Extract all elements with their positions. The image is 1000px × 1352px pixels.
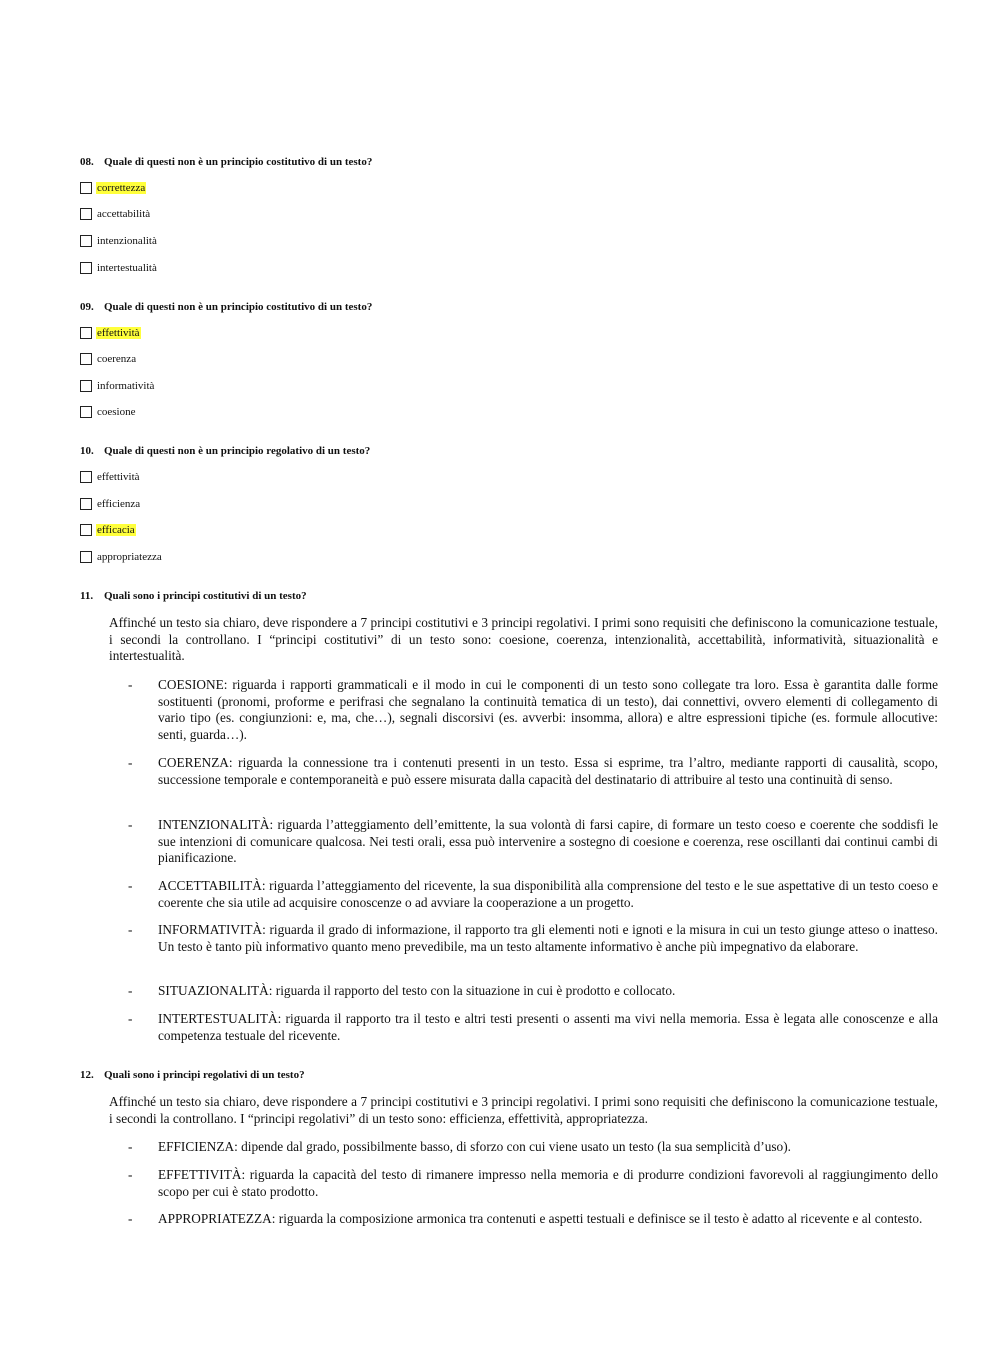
option-label: efficienza <box>97 498 141 510</box>
bullet-coesione: COESIONE: riguarda i rapporti grammaticali e il modo in cui le componenti di un testo sono collegate tra loro. Essa è garantita dalle forme sostituenti (pronomi, proforme e perifrasi che segnalano la continuità tematica di un testo), dai connettivi, ovvero elementi di collegamento di vario tipo (es. congiunzioni: e, ma, che…), segnali discorsivi (es. avverbi: insomma, allora) e altre espressioni tipiche (es. formule allocutive: senti, guarda…). <box>158 677 938 742</box>
question-09-title: 09. Quale di questi non è un principio costitutivo di un testo? <box>80 301 373 313</box>
option-label: correttezza <box>97 182 146 194</box>
option-label: effettività <box>97 327 140 339</box>
bullet-marker: - <box>128 1139 133 1154</box>
question-10-title: 10. Quale di questi non è un principio regolativo di un testo? <box>80 445 371 457</box>
checkbox[interactable] <box>80 498 92 510</box>
bullet-marker: - <box>128 1011 133 1026</box>
bullet-marker: - <box>128 755 133 770</box>
checkbox[interactable] <box>80 353 92 365</box>
option-label: informatività <box>97 380 155 392</box>
checkbox[interactable] <box>80 471 92 483</box>
option-label: effettività <box>97 471 140 483</box>
option-label: coesione <box>97 406 136 418</box>
question-08-option-4[interactable] <box>80 260 158 276</box>
checkbox[interactable] <box>80 327 92 339</box>
bullet-coerenza: COERENZA: riguarda la connessione tra i contenuti presenti in un testo. Essa si esprime, tra l’altro, mediante rapporti di causalità, scopo, successione temporale e contemporaneità e può essere misurata dalla capacità del destinatario di attribuire al testo una continuità di senso. <box>158 755 938 787</box>
question-12-title: 12. Quali sono i principi regolativi di un testo? <box>80 1069 305 1081</box>
question-10-option-1[interactable] <box>80 469 141 485</box>
bullet-efficienza: EFFICIENZA: dipende dal grado, possibilmente basso, di sforzo con cui viene usato un testo (la sua semplicità d’uso). <box>158 1139 791 1154</box>
bullet-situazionalita: SITUAZIONALITÀ: riguarda il rapporto del testo con la situazione in cui è prodotto e collocato. <box>158 983 676 998</box>
bullet-marker: - <box>128 677 133 692</box>
option-label: appropriatezza <box>97 551 162 563</box>
question-11-title: 11. Quali sono i principi costitutivi di un testo? <box>80 590 307 602</box>
question-08-option-3[interactable] <box>80 233 158 249</box>
bullet-accettabilita: ACCETTABILITÀ: riguarda l’atteggiamento del ricevente, la sua disponibilità alla comprensione del testo e le sue aspettative di un testo coeso e coerente che sia utile ad acquisire conoscenze o ad avviare la cooperazione a un progetto. <box>158 878 938 910</box>
checkbox[interactable] <box>80 235 92 247</box>
bullet-marker: - <box>128 922 133 937</box>
question-09-option-2[interactable] <box>80 351 137 367</box>
question-09-option-1[interactable] <box>80 325 141 341</box>
bullet-intertestualita: INTERTESTUALITÀ: riguarda il rapporto tra il testo e altri testi presenti o assenti ma vivi nella memoria. Essa è legata alle conoscenze e alla competenza testuale del ricevente. <box>158 1011 938 1043</box>
option-label: accettabilità <box>97 208 151 220</box>
bullet-marker: - <box>128 817 133 832</box>
question-10-option-3[interactable] <box>80 522 136 538</box>
question-08-option-2[interactable] <box>80 206 151 222</box>
checkbox[interactable] <box>80 262 92 274</box>
bullet-appropriatezza: APPROPRIATEZZA: riguarda la composizione armonica tra contenuti e aspetti testuali e definisce se il testo è adatto al ricevente e al contesto. <box>158 1211 923 1226</box>
bullet-informativita: INFORMATIVITÀ: riguarda il grado di informazione, il rapporto tra gli elementi noti e ignoti e la misura in cui un testo giunge atteso o inatteso. Un testo è tanto più informativo quanto meno prevedibile, ma un testo altamente informativo è anche più impegnativo da elaborare. <box>158 922 938 954</box>
question-09-option-3[interactable] <box>80 378 155 394</box>
option-label: efficacia <box>97 524 135 536</box>
checkbox[interactable] <box>80 208 92 220</box>
bullet-marker: - <box>128 878 133 893</box>
option-label: intertestualità <box>97 262 157 274</box>
question-10-option-4[interactable] <box>80 549 163 565</box>
question-08-title: 08. Quale di questi non è un principio costitutivo di un testo? <box>80 156 373 168</box>
checkbox[interactable] <box>80 182 92 194</box>
bullet-marker: - <box>128 1167 133 1182</box>
option-label: intenzionalità <box>97 235 157 247</box>
checkbox[interactable] <box>80 524 92 536</box>
option-label: coerenza <box>97 353 137 365</box>
bullet-marker: - <box>128 1211 133 1226</box>
question-08-option-1[interactable] <box>80 180 146 196</box>
question-12-intro: Affinché un testo sia chiaro, deve rispondere a 7 principi costitutivi e 3 principi regolativi. I primi sono requisiti che definiscono la comunicazione testuale, i secondi la controllano. I “principi regolativi” di un testo sono: efficienza, effettività, appropriatezza. <box>109 1094 938 1126</box>
checkbox[interactable] <box>80 406 92 418</box>
question-10-option-2[interactable] <box>80 496 141 512</box>
question-09-option-4[interactable] <box>80 404 136 420</box>
checkbox[interactable] <box>80 380 92 392</box>
checkbox[interactable] <box>80 551 92 563</box>
bullet-effettivita: EFFETTIVITÀ: riguarda la capacità del testo di rimanere impresso nella memoria e di produrre condizioni favorevoli al raggiungimento dello scopo per cui è stato prodotto. <box>158 1167 938 1199</box>
bullet-marker: - <box>128 983 133 998</box>
question-11-intro: Affinché un testo sia chiaro, deve rispondere a 7 principi costitutivi e 3 principi regolativi. I primi sono requisiti che definiscono la comunicazione testuale, i secondi la controllano. I “principi costitutivi” di un testo sono: coesione, coerenza, intenzionalità, accettabilità, informatività, situazionalità e intertestualità. <box>109 615 938 663</box>
bullet-intenzionalita: INTENZIONALITÀ: riguarda l’atteggiamento dell’emittente, la sua volontà di farsi capire, di formare un testo coeso e coerente che soddisfi le sue intenzioni di comunicare qualcosa. Nei testi orali, essa può intervenire a sostegno di coesione e coerenza, rese oscillanti dai continui cambi di pianificazione. <box>158 817 938 865</box>
